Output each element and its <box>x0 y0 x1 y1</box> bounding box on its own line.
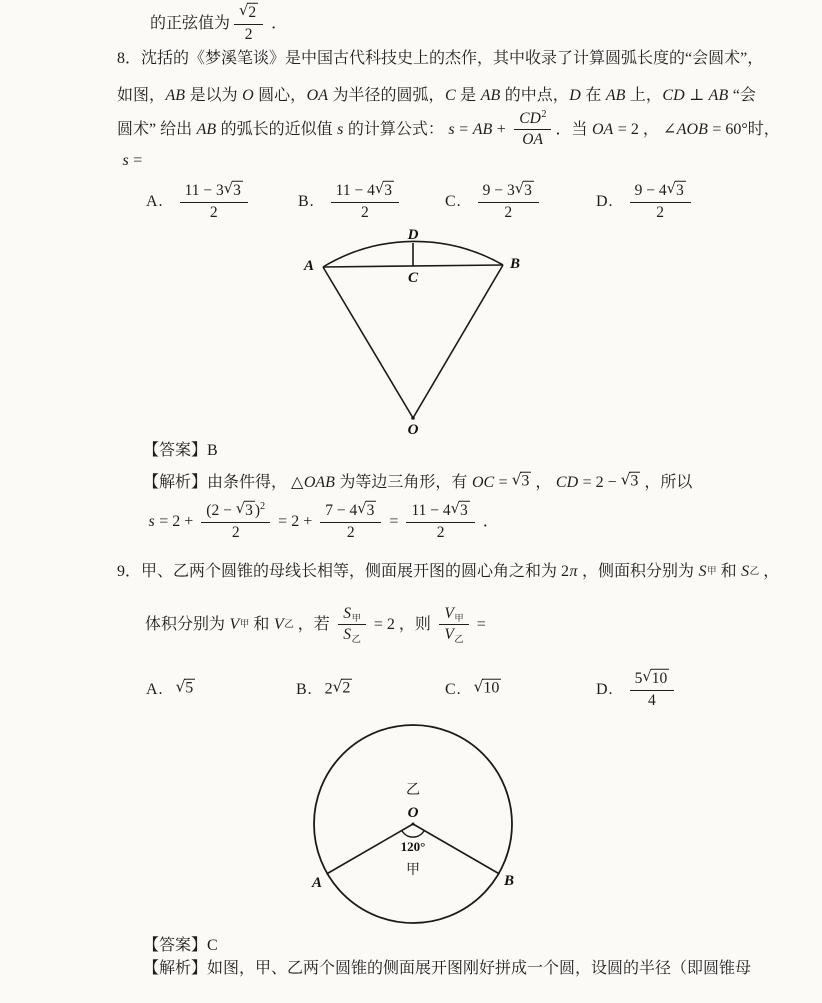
q9-answer: 【答案】C <box>143 937 218 954</box>
q8-option-a-label: A. <box>146 193 164 210</box>
text-run: = 2 + <box>274 513 317 531</box>
numerator <box>338 605 366 623</box>
denominator <box>240 26 258 44</box>
sqrt <box>236 501 255 520</box>
sqrt <box>621 472 641 491</box>
q8-option-b-label: B. <box>298 193 315 210</box>
text-run: = 2 − <box>578 474 621 491</box>
math-var: V <box>444 626 454 644</box>
text-run: 5 <box>634 669 643 687</box>
sqrt <box>176 679 196 698</box>
q9-option-c-label: C. <box>445 681 462 698</box>
radical-sign: √ <box>450 499 461 517</box>
radical-sign: √ <box>175 678 186 697</box>
label-d: D <box>407 227 419 243</box>
q9-option-b-label: B. <box>296 681 313 698</box>
sqrt <box>224 181 243 200</box>
text-run: 9．甲、乙两个圆锥的母线长相等，侧面展开图的圆心角之和为 2 <box>117 563 570 580</box>
text-run: 9 − 4 <box>634 181 667 199</box>
text-run: 的弧长的近似值 <box>216 121 337 139</box>
text-run: 2 <box>244 25 253 43</box>
q8-option-c <box>445 179 543 225</box>
q8-figure-sector <box>280 226 560 440</box>
text-run: ．当 <box>555 121 592 139</box>
denominator <box>643 692 661 710</box>
radical-sign: √ <box>223 179 234 197</box>
text-run: 【解析】由条件得， △ <box>143 474 304 491</box>
q9-option-a <box>146 666 195 714</box>
math-var: s <box>337 121 344 139</box>
q9-option-d <box>596 666 678 714</box>
sqrt <box>375 181 394 200</box>
radicand: 10 <box>483 680 500 698</box>
text-run: ，若 <box>293 616 334 634</box>
superscript: 2 <box>541 108 547 120</box>
text-run: 2 <box>504 203 513 221</box>
text-run: 7 − 4 <box>325 502 358 519</box>
radical-sign: √ <box>357 499 367 517</box>
radical-sign: √ <box>514 179 525 197</box>
radicand: 3 <box>384 181 393 199</box>
text-run: 2 <box>209 203 218 221</box>
q8-stem-line-3 <box>117 110 780 150</box>
text-run: 2 <box>436 523 445 541</box>
fraction-bar <box>630 202 691 203</box>
label-b: B <box>503 873 515 889</box>
fraction <box>630 667 675 710</box>
sqrt <box>667 181 686 200</box>
text-run: 2 <box>656 203 665 221</box>
text-run: 在 <box>581 87 606 104</box>
q8-option-d <box>596 179 695 225</box>
denominator <box>499 204 517 222</box>
text-run: + <box>492 121 510 139</box>
radius-ob <box>413 824 500 874</box>
text-run: 11 − 4 <box>411 502 451 519</box>
radicand: 3 <box>366 501 375 519</box>
sqrt <box>474 679 502 698</box>
q9-option-d-value <box>626 667 679 710</box>
text-run: 体积分别为 <box>145 616 230 634</box>
radical-sign: √ <box>620 470 631 489</box>
denominator <box>338 626 366 644</box>
text-run: 2 <box>346 523 355 541</box>
fraction-bar <box>406 522 474 523</box>
fraction <box>180 179 248 222</box>
math-var: S <box>741 563 750 580</box>
q8-option-d-label: D. <box>596 193 614 210</box>
fraction <box>478 179 539 222</box>
sqrt <box>512 472 532 491</box>
text-run: ⊥ <box>685 87 709 104</box>
fraction-bar <box>234 24 263 25</box>
math-var: OA <box>591 121 614 139</box>
text-run: ． <box>267 15 288 33</box>
label-angle: 120° <box>400 839 426 854</box>
superscript: 2 <box>260 500 266 512</box>
q9-stem-line-2: 体积分别为 V 甲 和 V 乙 ，若 $\frac{\text{S甲}}{\text{S乙}}$ = 2 ，则 $\frac{\text{V甲}}{\text{V乙}}$ = <box>145 605 486 646</box>
text-run: = <box>472 616 486 634</box>
label-o: O <box>407 422 419 438</box>
text-run: = 2 ，则 <box>369 616 435 634</box>
text-run: 是以为 <box>185 87 242 104</box>
text-run: 【解析】如图，甲、乙两个圆锥的侧面展开图刚好拼成一个圆，设圆的半径（即圆锥母 <box>143 960 752 977</box>
fraction-bar <box>180 202 248 203</box>
fraction <box>320 499 381 542</box>
fraction-bar <box>514 129 552 130</box>
q8-option-a <box>146 179 252 225</box>
text-run: ) <box>254 502 261 519</box>
q8-stem-line-2 <box>117 86 756 106</box>
radical-sign: √ <box>511 470 522 489</box>
label-b: B <box>510 256 521 272</box>
text-run: ，侧面积分别为 <box>578 563 699 580</box>
radical-sign: √ <box>473 678 484 697</box>
label-c: C <box>407 270 419 286</box>
radicand: 3 <box>675 181 684 199</box>
q8-explanation-line-1 <box>143 470 693 493</box>
denominator <box>205 204 223 222</box>
denominator <box>651 204 669 222</box>
q8-option-b <box>298 179 403 225</box>
numerator <box>331 179 399 201</box>
text-run: 4 <box>648 691 656 709</box>
math-var: AB <box>480 87 501 104</box>
radicand: 3 <box>460 501 468 519</box>
angle-arc <box>402 831 424 837</box>
radical-sign: √ <box>666 179 676 197</box>
q9-option-a-value <box>176 680 196 699</box>
fraction <box>630 179 691 222</box>
denominator <box>342 524 360 542</box>
text-run: = 2 ， ∠ <box>613 121 677 139</box>
radicand: 10 <box>651 669 668 687</box>
text-run: 2 <box>324 680 333 698</box>
numerator <box>630 179 691 201</box>
text-run: 2 <box>231 523 240 541</box>
fraction-bar <box>630 690 675 691</box>
sqrt <box>451 501 470 520</box>
math-var: s <box>448 121 455 139</box>
text-run: = <box>455 121 473 139</box>
fraction <box>514 110 552 150</box>
denominator <box>517 131 549 149</box>
q9-option-b-value <box>325 680 353 699</box>
text-run: ， <box>531 474 556 491</box>
text-run: 如图， <box>117 87 166 104</box>
label-yi: 乙 <box>406 783 420 798</box>
sqrt <box>515 181 534 200</box>
fraction <box>439 605 469 645</box>
text-run: 2 <box>360 203 369 221</box>
sqrt <box>642 669 669 688</box>
math-var: O <box>242 87 254 104</box>
text-run: = <box>129 152 143 169</box>
text-run: 的中点， <box>500 87 569 104</box>
numerator <box>180 179 248 201</box>
math-var: OA <box>306 87 328 104</box>
math-var: S <box>343 605 352 622</box>
numerator <box>234 1 263 23</box>
text-run: 的正弦值为 <box>150 15 231 33</box>
denominator <box>439 626 469 644</box>
fraction <box>406 499 474 542</box>
radicand: 3 <box>245 501 253 519</box>
math-var: S <box>343 626 352 644</box>
text-run: 9 − 3 <box>482 181 515 199</box>
fraction-bar <box>331 202 399 203</box>
radicand: 3 <box>233 181 241 199</box>
q9-explanation-line-1 <box>143 959 751 979</box>
math-var: CD <box>555 474 579 491</box>
text-run: 8．沈括的《梦溪笔谈》是中国古代科技史上的杰作，其中收录了计算圆弧长度的“会圆术”， <box>117 50 764 67</box>
math-var: AB <box>708 87 729 104</box>
q8-option-a-value <box>176 179 252 222</box>
numerator <box>439 605 469 623</box>
denominator <box>227 524 245 542</box>
text-run: ，所以 <box>640 474 693 491</box>
q9-option-a-label: A. <box>146 681 164 698</box>
q9-option-c <box>445 666 501 714</box>
radical-sign: √ <box>642 667 652 685</box>
q8-option-c-value <box>474 179 543 222</box>
numerator <box>320 499 381 521</box>
point-o-dot <box>411 416 415 420</box>
text-run: = 2 + <box>155 513 198 531</box>
radical-sign: √ <box>374 179 385 197</box>
text-run: 11 − 3 <box>184 181 224 199</box>
q8-option-d-value <box>626 179 695 222</box>
math-var: V <box>444 605 454 622</box>
segment-bo <box>413 265 503 418</box>
radicand: 3 <box>630 472 639 490</box>
fraction-bar <box>201 522 270 523</box>
fraction <box>331 179 399 222</box>
math-var: CD <box>519 110 541 127</box>
subscript: 甲 <box>351 613 361 624</box>
math-var: C <box>445 87 456 104</box>
fraction <box>234 1 263 44</box>
q9-option-d-label: D. <box>596 681 614 698</box>
radicand: 3 <box>524 181 532 199</box>
sqrt <box>357 501 376 520</box>
text-run: 和 <box>716 563 741 580</box>
q8-option-b-value <box>327 179 403 222</box>
math-var: AB <box>605 87 626 104</box>
label-o: O <box>407 805 419 821</box>
math-var: V <box>229 616 240 634</box>
text-run: 11 − 4 <box>335 181 375 199</box>
q8-stem-line-1 <box>117 49 763 69</box>
radicand: 2 <box>342 680 351 698</box>
subscript: 乙 <box>454 635 464 646</box>
text-run: ， <box>759 563 780 580</box>
radicand: 2 <box>248 3 257 21</box>
text-run: 和 <box>249 616 274 634</box>
sqrt <box>333 679 353 698</box>
math-var: CD <box>662 87 685 104</box>
label-a: A <box>311 875 323 891</box>
text-run: = <box>494 474 512 491</box>
fraction <box>201 499 270 542</box>
text-run: “会 <box>728 87 756 104</box>
radicand: 5 <box>185 680 194 698</box>
numerator <box>406 499 474 521</box>
label-a: A <box>303 258 314 274</box>
q9-figure-circle <box>303 714 523 938</box>
fraction <box>338 605 366 645</box>
numerator <box>201 499 270 521</box>
center-o-dot <box>412 823 415 826</box>
math-var: S <box>698 563 707 580</box>
math-var: OAB <box>303 474 335 491</box>
q8-stem-line-4 <box>122 151 142 171</box>
q8-option-c-label: C. <box>445 193 462 210</box>
subscript: 乙 <box>351 635 361 646</box>
math-var: s <box>122 152 129 169</box>
text-run: 圆心， <box>254 87 307 104</box>
radicand: 3 <box>521 472 530 490</box>
text-run: ． <box>478 513 499 531</box>
math-var: OA <box>522 131 543 149</box>
fraction-bar <box>478 202 539 203</box>
numerator <box>478 179 539 201</box>
q9-option-c-value <box>474 680 502 699</box>
text-run: 圆术” 给出 <box>117 121 197 139</box>
sqrt <box>239 3 258 22</box>
text-run: 为等边三角形，有 <box>335 474 472 491</box>
q9-option-b <box>296 666 352 714</box>
math-var: s <box>148 513 155 531</box>
q8-explanation-line-2 <box>148 499 499 542</box>
fraction-bar <box>439 624 469 625</box>
math-var: AB <box>472 121 493 139</box>
text-run: 的计算公式： <box>343 121 448 139</box>
text-run: 为半径的圆弧， <box>328 87 445 104</box>
math-var: AB <box>165 87 186 104</box>
denominator <box>432 524 450 542</box>
math-var: D <box>569 87 581 104</box>
denominator <box>356 204 374 222</box>
subscript: 甲 <box>454 613 464 624</box>
radical-sign: √ <box>239 1 249 19</box>
math-var: V <box>273 616 284 634</box>
numerator <box>630 667 675 689</box>
math-var: AB <box>196 121 217 139</box>
text-run: = <box>385 513 403 531</box>
radical-sign: √ <box>235 499 246 517</box>
q9-stem-line-1: 9．甲、乙两个圆锥的母线长相等，侧面展开图的圆心角之和为 2 π ，侧面积分别为 S 甲 和 S 乙 ， <box>117 563 780 580</box>
math-var: OC <box>471 474 495 491</box>
math-var: AOB <box>676 121 708 139</box>
label-jia: 甲 <box>406 863 420 878</box>
radical-sign: √ <box>332 678 343 697</box>
text-run: 是 <box>456 87 481 104</box>
text-run: = 60°时， <box>708 121 780 139</box>
fraction-bar <box>338 624 366 625</box>
numerator <box>514 110 552 128</box>
q8-answer: 【答案】B <box>143 442 218 459</box>
math-var: π <box>569 563 578 580</box>
segment-ao <box>323 267 413 418</box>
text-run: 上， <box>625 87 662 104</box>
intro-line <box>150 1 288 44</box>
text-run: (2 − <box>206 502 236 519</box>
fraction-bar <box>320 522 381 523</box>
